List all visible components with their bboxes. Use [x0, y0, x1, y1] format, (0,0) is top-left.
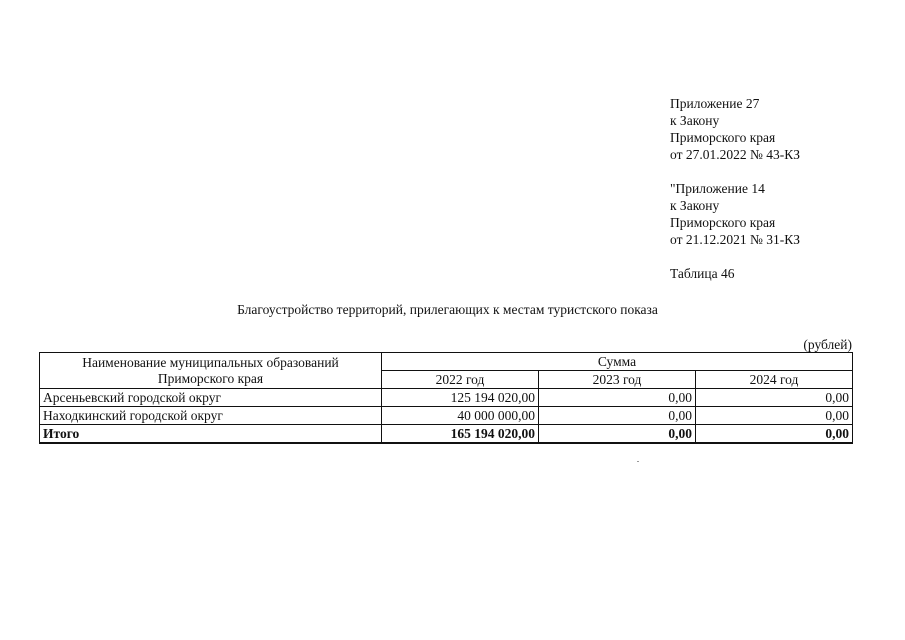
column-header-sum: Сумма: [382, 353, 853, 371]
amount-cell: 0,00: [539, 389, 696, 407]
table-number: Таблица 46: [670, 266, 735, 281]
appendix-line: Приморского края: [670, 215, 776, 230]
municipality-name: Находкинский городской округ: [40, 407, 382, 425]
appendix-line: Приложение 27: [670, 96, 760, 111]
amount-cell: 0,00: [539, 407, 696, 425]
unit-label: (рублей): [803, 337, 852, 352]
amount-cell: 0,00: [696, 407, 853, 425]
appendix-line: к Закону: [670, 113, 720, 128]
column-header-year: 2024 год: [696, 371, 853, 389]
appendix-line: от 21.12.2021 № 31-КЗ: [670, 232, 800, 247]
appendix-line: "Приложение 14: [670, 181, 765, 196]
scan-speck: [637, 461, 639, 462]
total-label: Итого: [40, 425, 382, 444]
document-title: Благоустройство территорий, прилегающих к местам туристского показа: [237, 302, 658, 317]
table-row: [40, 389, 853, 407]
total-row: [40, 425, 853, 444]
table-row: [40, 407, 853, 425]
appendix-header: [670, 95, 800, 282]
total-amount-cell: 165 194 020,00: [382, 425, 539, 444]
appendix-line: к Закону: [670, 198, 720, 213]
appendix-line: Приморского края: [670, 130, 776, 145]
appendix-line: от 27.01.2022 № 43-КЗ: [670, 147, 800, 162]
column-header-year: 2022 год: [382, 371, 539, 389]
municipality-name: Арсеньевский городской округ: [40, 389, 382, 407]
total-amount-cell: 0,00: [696, 425, 853, 444]
table-header-row: [40, 353, 853, 371]
amount-cell: 0,00: [696, 389, 853, 407]
funding-table: [39, 352, 853, 444]
amount-cell: 125 194 020,00: [382, 389, 539, 407]
column-header-name: Наименование муниципальных образований Приморского края: [40, 353, 382, 389]
amount-cell: 40 000 000,00: [382, 407, 539, 425]
total-amount-cell: 0,00: [539, 425, 696, 444]
column-header-year: 2023 год: [539, 371, 696, 389]
